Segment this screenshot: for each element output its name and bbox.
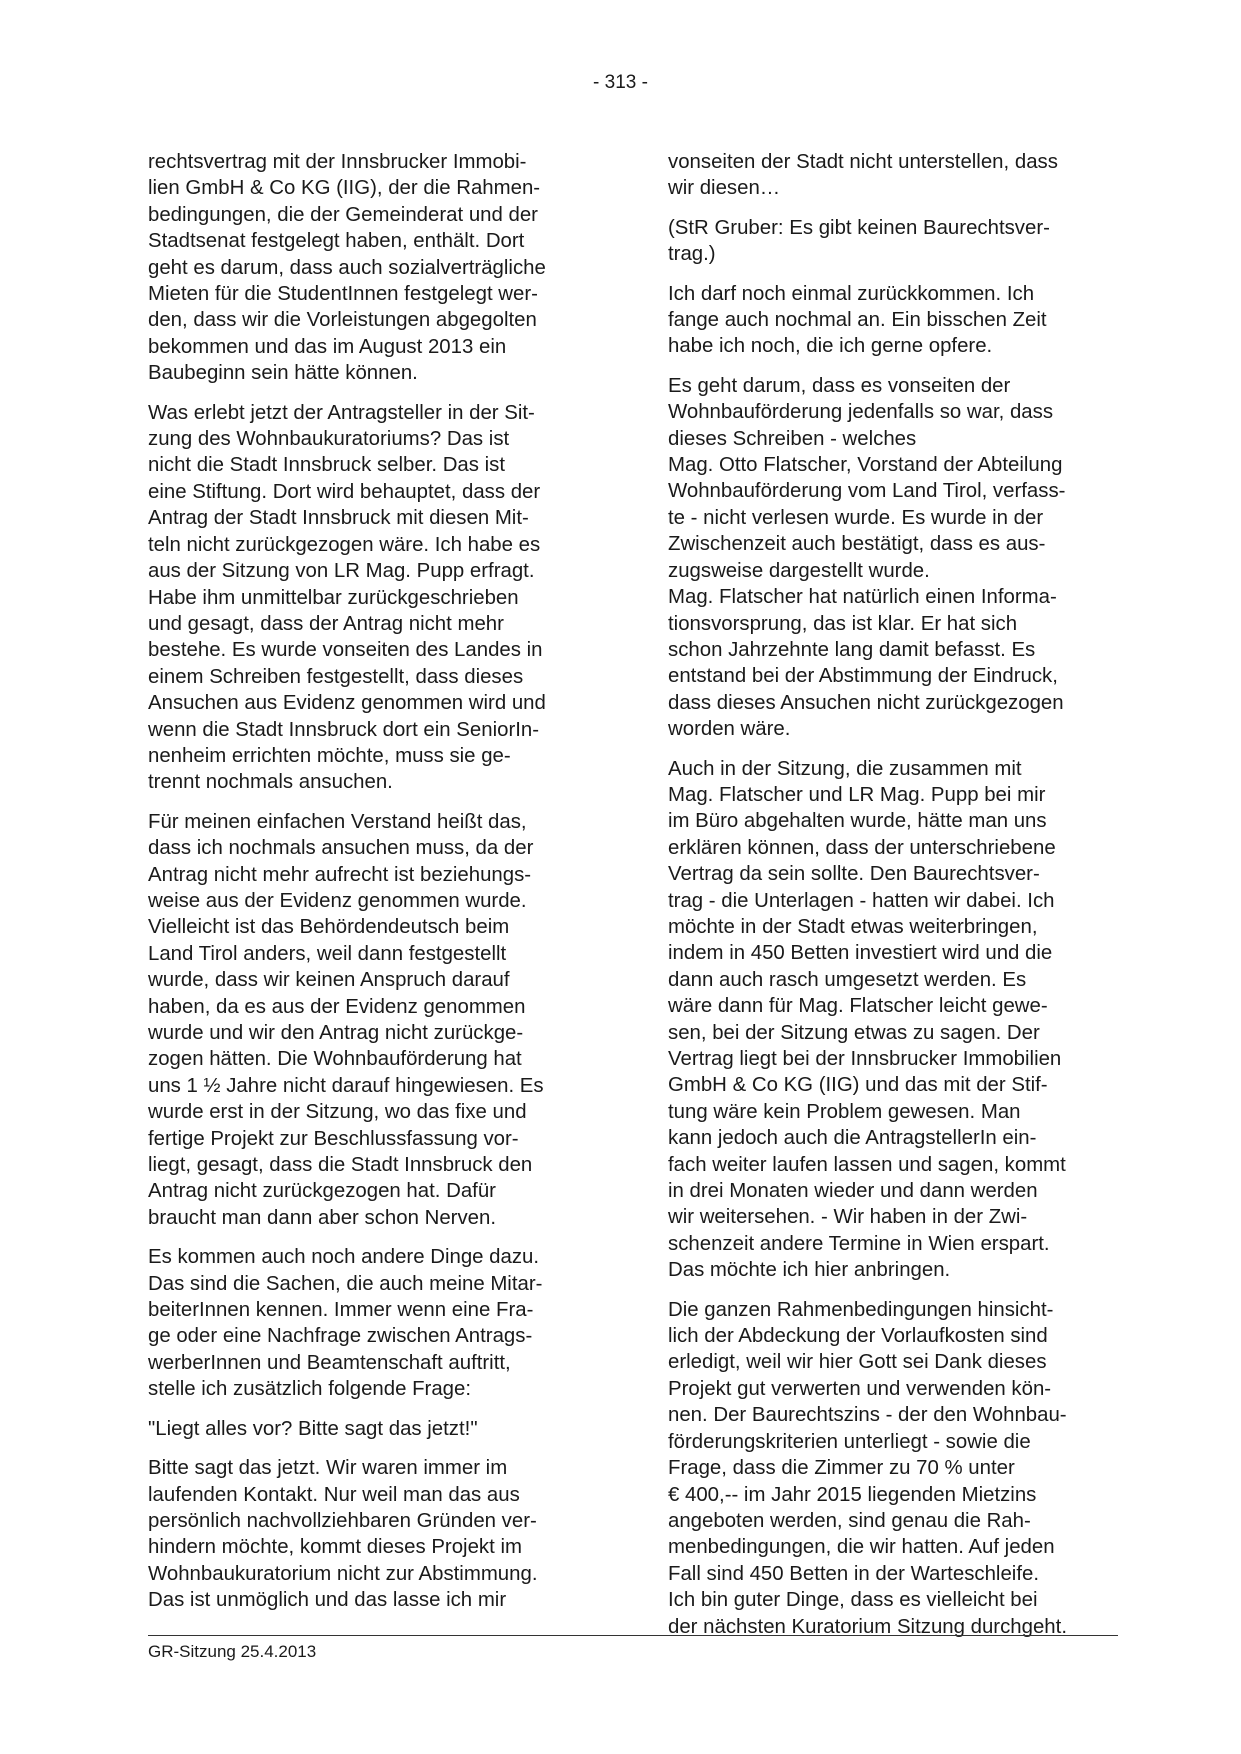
text-line: dass ich nochmals ansuchen muss, da der — [148, 837, 534, 860]
text-line: dass dieses Ansuchen nicht zurückgezogen — [668, 691, 1064, 714]
text-line: Wohnbaukuratorium nicht zur Abstimmung. — [148, 1562, 538, 1585]
text-line: aus der Sitzung von LR Mag. Pupp erfragt. — [148, 560, 535, 583]
paragraph — [668, 149, 1120, 202]
text-line: der nächsten Kuratorium Sitzung durchgeht. — [668, 1615, 1067, 1638]
text-line: Ich bin guter Dinge, dass es vielleicht bei — [668, 1589, 1038, 1612]
text-line: Zwischenzeit auch bestätigt, dass es aus- — [668, 533, 1046, 556]
text-line: zogen hätten. Die Wohnbauförderung hat — [148, 1048, 522, 1071]
text-line: in drei Monaten wieder und dann werden — [668, 1180, 1038, 1203]
text-line: Antrag der Stadt Innsbruck mit diesen Mit- — [148, 507, 529, 530]
paragraph — [668, 1297, 1120, 1640]
text-line: Vielleicht ist das Behördendeutsch beim — [148, 916, 510, 939]
text-line: bekommen und das im August 2013 ein — [148, 335, 507, 358]
text-line: Baubeginn sein hätte können. — [148, 362, 418, 385]
text-line: stelle ich zusätzlich folgende Frage: — [148, 1378, 472, 1401]
text-line: Antrag nicht zurückgezogen hat. Dafür — [148, 1180, 496, 1203]
footer-session-date: GR-Sitzung 25.4.2013 — [148, 1642, 317, 1661]
text-line: tionsvorsprung, das ist klar. Er hat sich — [668, 612, 1018, 635]
text-line: Vertrag liegt bei der Innsbrucker Immobilien — [668, 1048, 1062, 1070]
text-line: hindern möchte, kommt dieses Projekt im — [148, 1536, 522, 1559]
text-line: Was erlebt jetzt der Antragsteller in der Sit- — [148, 401, 535, 424]
text-line: zugsweise dargestellt wurde. — [668, 559, 930, 582]
paragraph — [148, 149, 600, 387]
text-line: wurde erst in der Sitzung, wo das fixe und — [148, 1101, 527, 1124]
text-line: te - nicht verlesen wurde. Es wurde in der — [668, 506, 1044, 529]
paragraph — [148, 809, 600, 1232]
text-line: geht es darum, dass auch sozialverträgliche — [148, 256, 546, 279]
left-column — [148, 149, 600, 1627]
text-line: einem Schreiben festgestellt, dass dieses — [148, 665, 524, 688]
text-line: Mieten für die StudentInnen festgelegt wer- — [148, 283, 538, 306]
text-line: entstand bei der Abstimmung der Eindruck, — [668, 665, 1058, 688]
text-line: indem in 450 Betten investiert wird und die — [668, 942, 1053, 965]
text-line: wenn die Stadt Innsbruck dort ein SeniorIn- — [148, 718, 540, 741]
text-line: Projekt gut verwerten und verwenden kön- — [668, 1377, 1052, 1400]
text-line: habe ich noch, die ich gerne opfere. — [668, 335, 993, 358]
text-line: Habe ihm unmittelbar zurückgeschrieben — [148, 586, 519, 609]
text-line: Es geht darum, dass es vonseiten der — [668, 374, 1011, 397]
text-line: persönlich nachvollziehbaren Gründen ver- — [148, 1509, 537, 1532]
text-line: liegt, gesagt, dass die Stadt Innsbruck den — [148, 1154, 533, 1177]
text-line: beiterInnen kennen. Immer wenn eine Fra- — [148, 1299, 534, 1322]
text-line: wurde, dass wir keinen Anspruch darauf — [148, 969, 510, 992]
text-line: fertige Projekt zur Beschlussfassung vor- — [148, 1127, 519, 1150]
text-line: wurde und wir den Antrag nicht zurückge- — [148, 1022, 524, 1044]
text-line: € 400,-- im Jahr 2015 liegenden Mietzins — [668, 1483, 1037, 1506]
text-line: Es kommen auch noch andere Dinge dazu. — [148, 1246, 540, 1269]
text-line: kann jedoch auch die AntragstellerIn ein- — [668, 1127, 1037, 1150]
text-line: nen. Der Baurechtszins - der den Wohnbau- — [668, 1404, 1067, 1427]
text-line: Mag. Flatscher und LR Mag. Pupp bei mir — [668, 783, 1046, 806]
text-line: dann auch rasch umgesetzt werden. Es — [668, 968, 1027, 991]
text-line: förderungskriterien unterliegt - sowie die — [668, 1430, 1031, 1453]
text-line: fange auch nochmal an. Ein bisschen Zeit — [668, 309, 1047, 332]
text-line: Die ganzen Rahmenbedingungen hinsicht- — [668, 1298, 1054, 1321]
text-line: eine Stiftung. Dort wird behauptet, dass der — [148, 480, 541, 503]
text-line: haben, da es aus der Evidenz genommen — [148, 995, 526, 1018]
text-line: möchte in der Stadt etwas weiterbringen, — [668, 915, 1038, 938]
text-line: schon Jahrzehnte lang damit befasst. Es — [668, 638, 1036, 661]
text-line: wir weitersehen. - Wir haben in der Zwi- — [668, 1206, 1028, 1229]
text-line: Mag. Flatscher hat natürlich einen Informa- — [668, 586, 1057, 609]
text-line: bestehe. Es wurde vonseiten des Landes in — [148, 639, 543, 662]
text-line: ge oder eine Nachfrage zwischen Antrags- — [148, 1325, 533, 1348]
text-line: Vertrag da sein sollte. Den Baurechtsver- — [668, 863, 1040, 886]
text-line: worden wäre. — [668, 718, 791, 741]
paragraph — [148, 1244, 600, 1402]
paragraph — [668, 281, 1120, 360]
text-line: Wohnbauförderung jedenfalls so war, dass — [668, 401, 1054, 424]
text-line: Das ist unmöglich und das lasse ich mir — [148, 1589, 507, 1612]
text-line: sen, bei der Sitzung etwas zu sagen. Der — [668, 1021, 1040, 1044]
paragraph — [148, 1455, 600, 1613]
text-line: erklären können, dass der unterschriebene — [668, 836, 1056, 859]
page-number: - 313 - — [593, 72, 648, 93]
text-line: Für meinen einfachen Verstand heißt das, — [148, 810, 527, 833]
text-line: nenheim errichten möchte, muss sie ge- — [148, 744, 511, 767]
text-line: trag.) — [668, 243, 716, 266]
text-line: Das sind die Sachen, die auch meine Mitar- — [148, 1272, 543, 1295]
text-line: laufenden Kontakt. Nur weil man das aus — [148, 1483, 520, 1506]
paragraph — [668, 215, 1120, 268]
text-line: Bitte sagt das jetzt. Wir waren immer im — [148, 1457, 508, 1480]
text-line: bedingungen, die der Gemeinderat und der — [148, 203, 538, 226]
text-line: "Liegt alles vor? Bitte sagt das jetzt!" — [148, 1417, 478, 1440]
text-line: dieses Schreiben - welches — [668, 427, 917, 450]
text-line: GmbH & Co KG (IIG) und das mit der Stif- — [668, 1074, 1048, 1097]
text-line: angeboten werden, sind genau die Rah- — [668, 1509, 1031, 1532]
text-line: werberInnen und Beamtenschaft auftritt, — [148, 1351, 511, 1374]
text-line: Stadtsenat festgelegt haben, enthält. Dort — [148, 230, 525, 253]
text-line: Frage, dass die Zimmer zu 70 % unter — [668, 1457, 1015, 1480]
text-line: Land Tirol anders, weil dann festgestellt — [148, 942, 507, 965]
footer-divider — [148, 1635, 1118, 1636]
text-line: teln nicht zurückgezogen wäre. Ich habe es — [148, 533, 541, 556]
text-line: (StR Gruber: Es gibt keinen Baurechtsver- — [668, 216, 1050, 239]
text-line: Ich darf noch einmal zurückkommen. Ich — [668, 282, 1035, 305]
text-line: lien GmbH & Co KG (IIG), der die Rahmen- — [148, 177, 541, 200]
text-line: Ansuchen aus Evidenz genommen wird und — [148, 692, 546, 715]
paragraph — [148, 400, 600, 796]
text-line: Das möchte ich hier anbringen. — [668, 1259, 951, 1282]
text-line: uns 1 ½ Jahre nicht darauf hingewiesen. Es — [148, 1074, 544, 1097]
paragraph — [148, 1416, 600, 1442]
text-line: trag - die Unterlagen - hatten wir dabei. Ich — [668, 889, 1055, 912]
text-line: Antrag nicht mehr aufrecht ist beziehungs- — [148, 863, 532, 886]
paragraph — [668, 756, 1120, 1284]
text-line: menbedingungen, die wir hatten. Auf jeden — [668, 1536, 1055, 1559]
text-line: nicht die Stadt Innsbruck selber. Das ist — [148, 454, 506, 477]
text-line: den, dass wir die Vorleistungen abgegolten — [148, 309, 537, 332]
text-line: fach weiter laufen lassen und sagen, kommt — [668, 1153, 1066, 1176]
text-line: zung des Wohnbaukuratoriums? Das ist — [148, 428, 510, 451]
right-column — [668, 149, 1120, 1653]
text-line: im Büro abgehalten wurde, hätte man uns — [668, 810, 1047, 833]
text-line: vonseiten der Stadt nicht unterstellen, dass — [668, 151, 1058, 173]
text-line: Wohnbauförderung vom Land Tirol, verfass- — [668, 480, 1066, 503]
text-line: trennt nochmals ansuchen. — [148, 771, 393, 794]
text-line: lich der Abdeckung der Vorlaufkosten sind — [668, 1325, 1048, 1348]
paragraph — [668, 373, 1120, 743]
text-line: braucht man dann aber schon Nerven. — [148, 1206, 496, 1229]
text-line: tung wäre kein Problem gewesen. Man — [668, 1100, 1021, 1123]
text-line: schenzeit andere Termine in Wien erspart. — [668, 1232, 1050, 1255]
text-line: und gesagt, dass der Antrag nicht mehr — [148, 612, 504, 635]
text-line: Auch in der Sitzung, die zusammen mit — [668, 757, 1022, 780]
text-line: wäre dann für Mag. Flatscher leicht gewe- — [668, 995, 1048, 1018]
text-line: erledigt, weil wir hier Gott sei Dank dieses — [668, 1351, 1047, 1374]
text-line: Fall sind 450 Betten in der Warteschleife. — [668, 1562, 1039, 1585]
text-line: Mag. Otto Flatscher, Vorstand der Abteilung — [668, 454, 1063, 477]
text-line: rechtsvertrag mit der Innsbrucker Immobi- — [148, 151, 527, 173]
text-line: wir diesen… — [668, 177, 781, 200]
text-line: weise aus der Evidenz genommen wurde. — [148, 889, 527, 912]
